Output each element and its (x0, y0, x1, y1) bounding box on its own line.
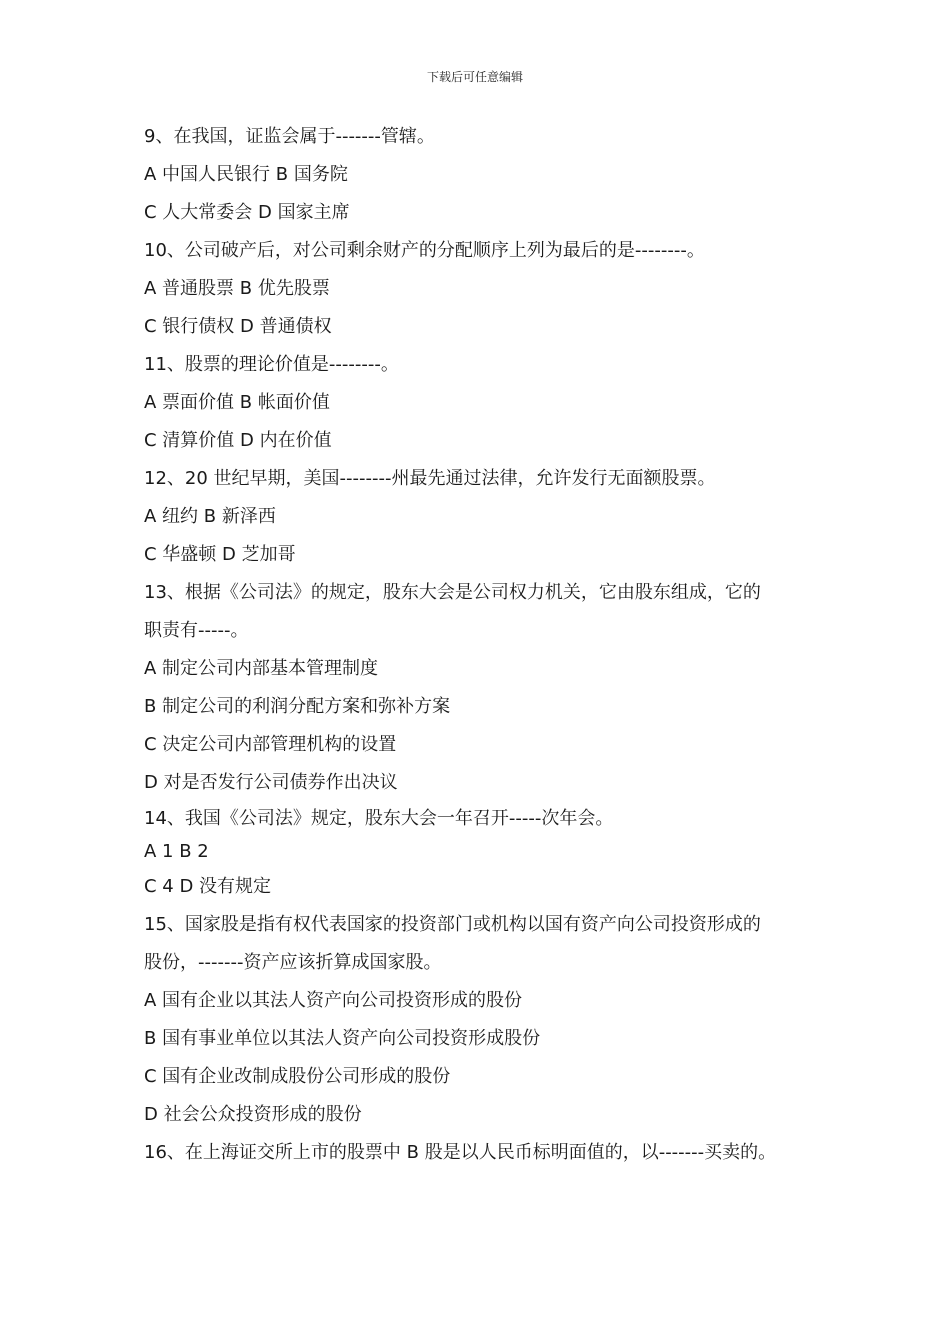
page-header: 下载后可任意编辑 (426, 70, 523, 84)
document-body (144, 118, 814, 1172)
option-line: A 纽约 B 新泽西 (144, 506, 276, 527)
option-line: D 对是否发行公司债券作出决议 (144, 772, 398, 793)
option-line: C 人大常委会 D 国家主席 (144, 202, 350, 223)
question-13: 13、根据《公司法》的规定，股东大会是公司权力机关，它由股东组成，它的 (144, 582, 761, 603)
option-line: B 国有事业单位以其法人资产向公司投资形成股份 (144, 1028, 541, 1049)
option-line: A 中国人民银行 B 国务院 (144, 164, 348, 185)
option-line: A 普通股票 B 优先股票 (144, 278, 330, 299)
question-12: 12、20 世纪早期，美国--------州最先通过法律，允许发行无面额股票。 (144, 468, 716, 489)
option-line: C 国有企业改制成股份公司形成的股份 (144, 1066, 451, 1087)
option-line: C 决定公司内部管理机构的设置 (144, 734, 397, 755)
question-13-continued: 职责有-----。 (144, 620, 249, 641)
option-line: C 银行债权 D 普通债权 (144, 316, 332, 337)
option-line: C 4 D 没有规定 (144, 876, 272, 897)
question-14: 14、我国《公司法》规定，股东大会一年召开-----次年会。 (144, 808, 614, 829)
option-line: A 国有企业以其法人资产向公司投资形成的股份 (144, 990, 523, 1011)
option-line: A 1 B 2 (144, 841, 209, 862)
option-line: A 制定公司内部基本管理制度 (144, 658, 379, 679)
option-line: B 制定公司的利润分配方案和弥补方案 (144, 696, 451, 717)
option-line: C 华盛顿 D 芝加哥 (144, 544, 296, 565)
question-10: 10、公司破产后，对公司剩余财产的分配顺序上列为最后的是--------。 (144, 240, 705, 261)
option-line: D 社会公众投资形成的股份 (144, 1104, 362, 1125)
option-line: C 清算价值 D 内在价值 (144, 430, 332, 451)
question-9: 9、在我国，证监会属于-------管辖。 (144, 126, 435, 147)
question-11: 11、股票的理论价值是--------。 (144, 354, 399, 375)
question-15: 15、国家股是指有权代表国家的投资部门或机构以国有资产向公司投资形成的 (144, 914, 761, 935)
option-line: A 票面价值 B 帐面价值 (144, 392, 330, 413)
question-15-continued: 股份，-------资产应该折算成国家股。 (144, 952, 442, 973)
question-16: 16、在上海证交所上市的股票中 B 股是以人民币标明面值的，以-------买卖的。 (144, 1142, 777, 1163)
